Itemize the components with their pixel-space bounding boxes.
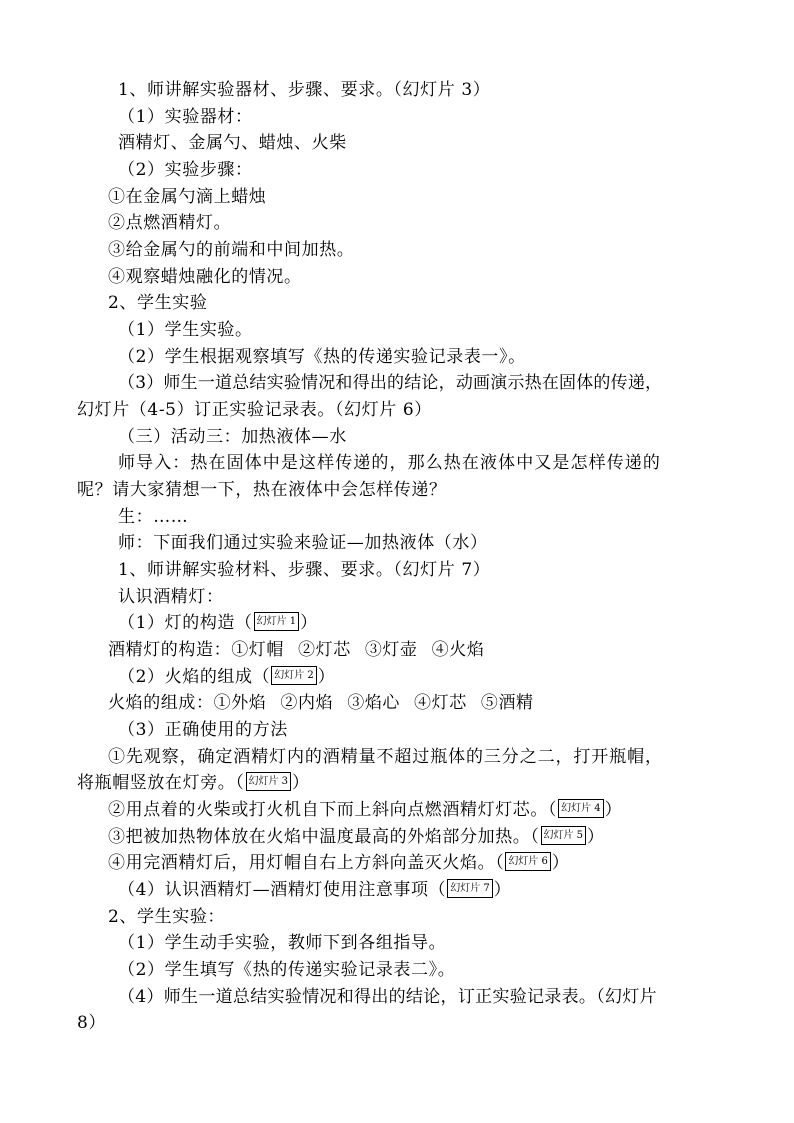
text-segment: 将瓶帽竖放在灯旁。（ <box>77 773 245 793</box>
slide-reference-box: 幻灯片 3 <box>246 772 292 791</box>
text-segment: ④用完酒精灯后，用灯帽自右上方斜向盖灭火焰。（ <box>108 853 505 873</box>
text-segment: （4）认识酒精灯—酒精灯使用注意事项（ <box>118 880 447 900</box>
text-line: 酒精灯、金属勺、蜡烛、火柴 <box>118 133 347 153</box>
text-segment: （2）火焰的组成（ <box>118 667 271 687</box>
text-line: 8） <box>77 1013 107 1033</box>
text-segment: ③把被加热物体放在火焰中温度最高的外焰部分加热。（ <box>108 827 540 847</box>
text-line: （1）实验器材： <box>118 107 253 127</box>
part-item: ④火焰 <box>431 640 485 660</box>
text-segment: ） <box>300 613 318 633</box>
text-line <box>118 612 318 634</box>
text-line: 幻灯片（4-5）订正实验记录表。（幻灯片 6） <box>77 400 432 420</box>
text-segment: ②用点着的火柴或打火机自下而上斜向点燃酒精灯灯芯。（ <box>108 800 558 820</box>
text-line: 1、师讲解实验材料、步骤、要求。（幻灯片 7） <box>118 560 491 580</box>
text-line <box>118 666 335 688</box>
slide-reference-box: 幻灯片 4 <box>558 799 604 818</box>
slide-reference-box: 幻灯片 7 <box>447 879 493 898</box>
slide-reference-box: 幻灯片 5 <box>541 826 587 845</box>
text-line: ①在金属勺滴上蜡烛 <box>108 187 267 207</box>
text-segment: ） <box>317 667 336 687</box>
text-line: 认识酒精灯： <box>118 587 224 607</box>
text-segment: 火焰的组成： <box>108 693 214 713</box>
text-line <box>77 772 310 794</box>
text-line <box>108 799 622 821</box>
text-line: （2）学生填写《热的传递实验记录表二》。 <box>118 960 456 980</box>
text-line: ④观察蜡烛融化的情况。 <box>108 267 302 287</box>
slide-reference-box: 幻灯片 6 <box>505 852 551 871</box>
text-segment: （1）灯的构造（ <box>118 613 253 633</box>
text-segment: ） <box>493 880 512 900</box>
text-line: （4）师生一道总结实验情况和得出的结论，订正实验记录表。（幻灯片 <box>118 987 657 1007</box>
slide-reference-box: 幻灯片 2 <box>271 666 317 685</box>
slide-reference-box: 幻灯片 1 <box>254 612 300 631</box>
text-line <box>108 826 605 848</box>
text-line <box>118 879 511 901</box>
text-segment: ） <box>604 800 623 820</box>
part-item: ③灯壶 <box>364 640 418 660</box>
text-line: ②点燃酒精灯。 <box>108 213 232 233</box>
part-item: ④灯芯 <box>414 693 467 713</box>
text-line: 2、学生实验 <box>108 293 208 313</box>
text-line: 生：…… <box>118 507 189 527</box>
text-line <box>108 852 569 874</box>
text-line: （3）师生一道总结实验情况和得出的结论，动画演示热在固体的传递， <box>118 373 663 393</box>
part-item: ②内焰 <box>280 693 334 713</box>
text-line: ③给金属勺的前端和中间加热。 <box>108 240 355 260</box>
part-item: ⑤酒精 <box>480 693 534 713</box>
text-segment: ） <box>551 853 570 873</box>
text-line: 1、师讲解实验器材、步骤、要求。（幻灯片 3） <box>118 80 491 100</box>
part-item: ①外焰 <box>213 693 267 713</box>
part-item: ③焰心 <box>347 693 401 713</box>
text-line: ①先观察，确定酒精灯内的酒精量不超过瓶体的三分之二，打开瓶帽， <box>108 747 663 767</box>
text-line: （3）正确使用的方法 <box>118 720 288 740</box>
text-line: （1）学生实验。 <box>118 320 253 340</box>
text-line: （三）活动三：加热液体—水 <box>118 427 347 447</box>
text-line: （2）学生根据观察填写《热的传递实验记录表一》。 <box>118 347 526 367</box>
text-line: 师：下面我们通过实验来验证—加热液体（水） <box>118 533 488 553</box>
text-line: 呢？请大家猜想一下，热在液体中会怎样传递？ <box>77 480 447 500</box>
text-segment: 酒精灯的构造： <box>108 640 232 660</box>
text-segment: ） <box>292 773 310 793</box>
part-item: ①灯帽 <box>231 640 285 660</box>
text-line <box>108 692 534 714</box>
text-line: 师导入：热在固体中是这样传递的，那么热在液体中又是怎样传递的 <box>118 453 661 473</box>
text-line: 2、学生实验： <box>108 907 226 927</box>
text-line: （1）学生动手实验，教师下到各组指导。 <box>118 933 447 953</box>
text-line: （2）实验步骤： <box>118 160 253 180</box>
part-item: ②灯芯 <box>298 640 351 660</box>
text-segment: ） <box>587 827 605 847</box>
text-line <box>108 639 484 661</box>
